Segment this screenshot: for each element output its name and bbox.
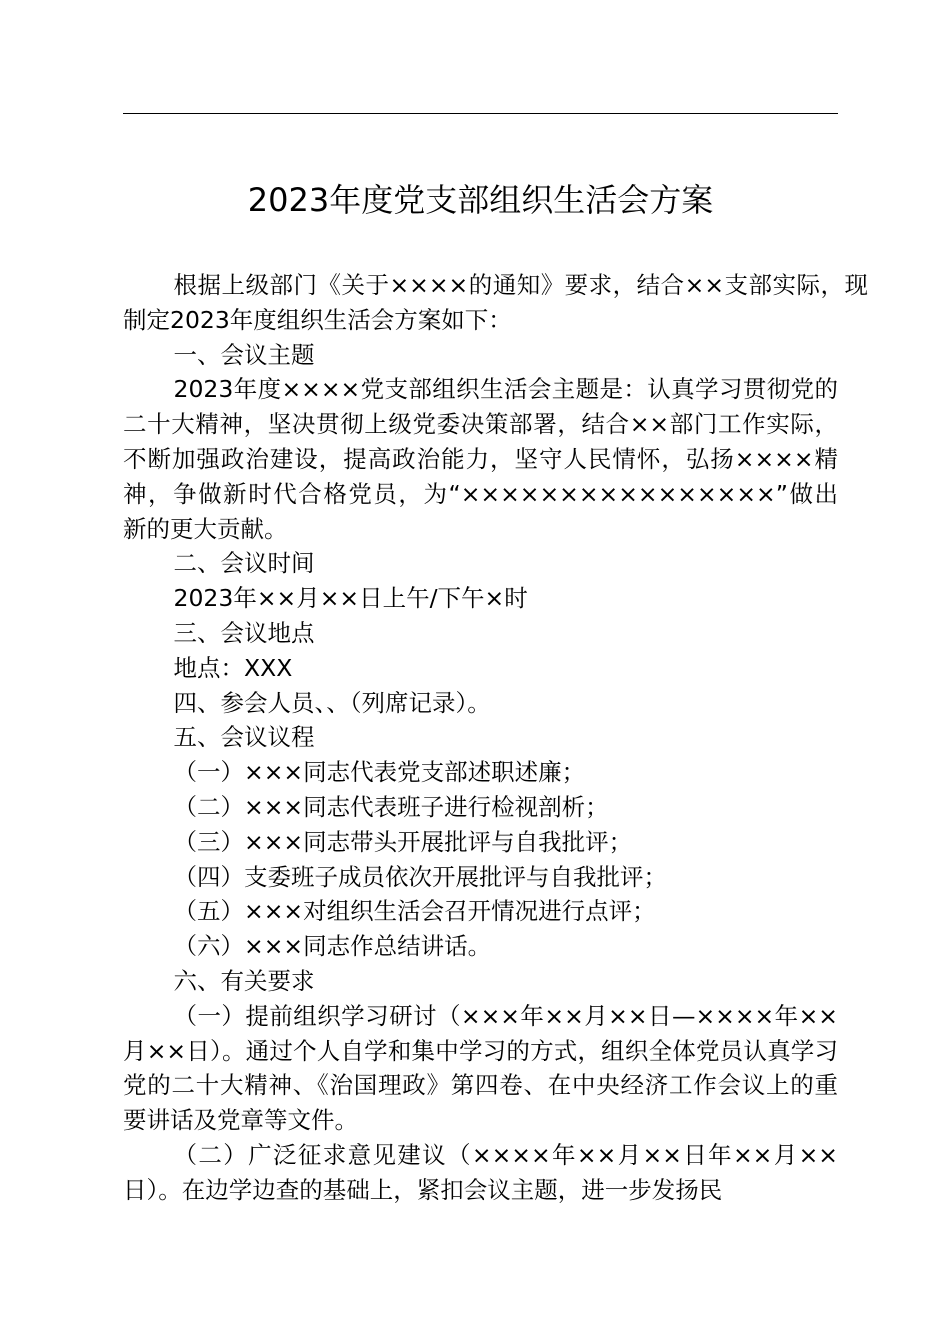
meeting-time: 2023年××月××日上午/下午×时 [173,584,528,613]
agenda-item: （四）支委班子成员依次开展批评与自我批评； [173,862,668,891]
section-heading-attendees: 四、参会人员、、（列席记录）。 [173,688,491,717]
section-heading-requirements: 六、有关要求 [173,966,315,995]
section-heading-time: 二、会议时间 [173,549,315,578]
requirement-paragraph: （二）广泛征求意见建议（××××年××月××日年××月××日）。在边学边查的基础上，紧扣会议主题，进一步发扬民 [123,1140,838,1204]
requirement-paragraph: （一）提前组织学习研讨（×××年××月××日—××××年××月××日）。通过个人自学和集中学习的方式，组织全体党员认真学习党的二十大精神、《治国理政》第四卷、在中央经济工作会议上的重要讲话及党章等文件。 [123,1001,838,1135]
theme-paragraph: 2023年度××××党支部组织生活会主题是：认真学习贯彻党的二十大精神，坚决贯彻上级党委决策部署，结合××部门工作实际，不断加强政治建设，提高政治能力，坚守人民情怀，弘扬××××精神，争做新时代合格党员，为“××××××××××××××××”做出新的更大贡献。 [123,375,838,543]
section-heading-agenda: 五、会议议程 [173,723,315,752]
agenda-item: （二）×××同志代表班子进行检视剖析； [173,792,609,821]
agenda-item: （六）×××同志作总结讲话。 [173,932,492,961]
meeting-location: 地点：XXX [173,653,293,682]
document-title: 2023年度党支部组织生活会方案 [247,181,714,219]
agenda-item: （三）×××同志带头开展批评与自我批评； [173,827,633,856]
section-heading-location: 三、会议地点 [173,618,315,647]
document-body [123,268,868,1208]
intro-paragraph: 根据上级部门《关于××××的通知》要求，结合××支部实际，现制定2023年度组织生活会方案如下： [123,271,868,334]
agenda-item: （五）×××对组织生活会召开情况进行点评； [173,897,656,926]
agenda-item: （一）×××同志代表党支部述职述廉； [173,758,586,787]
header-rule [123,113,838,114]
section-heading-theme: 一、会议主题 [173,340,315,369]
